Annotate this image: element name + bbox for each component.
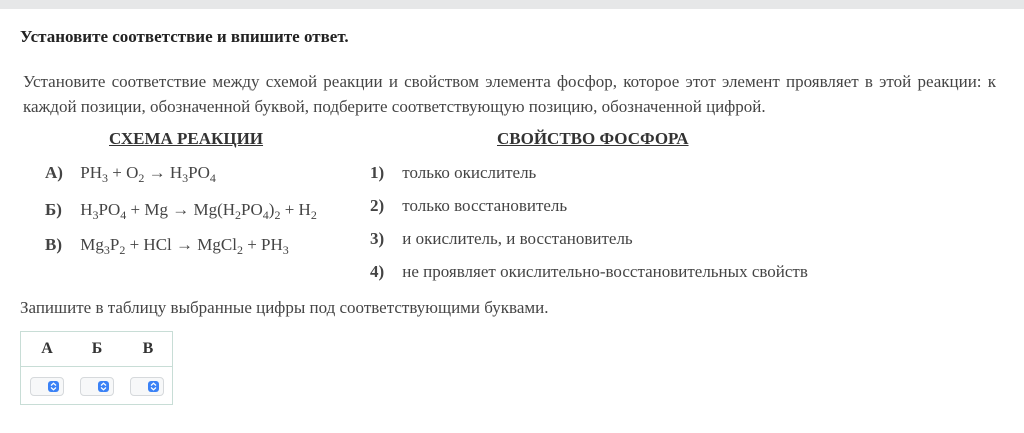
reaction-key: В) [45,235,62,254]
answer-instruction: Запишите в таблицу выбранные цифры под соответствующими буквами. [20,298,549,317]
property-key: 3) [370,229,385,248]
formula-subscript: 2 [235,208,242,222]
answer-select-v[interactable] [130,377,164,396]
property-key: 1) [370,163,385,182]
formula-subscript: 4 [262,208,269,222]
formula-subscript: 3 [103,243,110,257]
answer-select-a[interactable] [30,377,64,396]
property-key: 4) [370,262,385,281]
reaction-key: Б) [45,200,62,219]
reaction-item [45,235,289,255]
reaction-key: А) [45,163,63,182]
answer-column-b: Б [91,340,103,357]
property-item [370,262,808,282]
formula-subscript: 4 [120,208,127,222]
property-text: только окислитель [402,163,537,182]
formula-subscript: 2 [274,208,281,222]
formula-text: + PH [242,235,283,254]
formula-text: + O [107,163,139,182]
answer-table-header [21,332,172,367]
property-item [370,163,536,183]
updown-chevron-icon [48,381,59,392]
property-column-header: СВОЙСТВО ФОСФОРА [497,129,689,148]
answer-column-a: А [41,340,53,357]
formula-subscript: 3 [92,208,99,222]
property-text: только восстановитель [402,196,568,215]
property-text: не проявляет окислительно-восстановительных свойств [402,262,808,281]
formula-subscript: 2 [310,208,317,222]
formula-text: ) [268,200,275,219]
reaction-item [45,200,317,220]
property-text: и окислитель, и восстановитель [402,229,633,248]
formula-text: Mg [80,235,104,254]
top-bar [0,0,1024,9]
formula-text: PO [98,200,121,219]
formula-text: + HCl → MgCl [125,235,237,254]
formula-subscript: 2 [236,243,243,257]
formula-subscript: 2 [138,171,145,185]
reaction-item [45,163,216,183]
reaction-column-header: СХЕМА РЕАКЦИИ [109,129,264,148]
answer-table [20,331,173,405]
formula-subscript: 3 [182,171,189,185]
updown-chevron-icon [148,381,159,392]
property-key: 2) [370,196,385,215]
reaction-formula [80,235,289,257]
updown-chevron-icon [98,381,109,392]
property-item [370,229,633,249]
formula-subscript: 3 [101,171,108,185]
task-heading: Установите соответствие и впишите ответ. [20,27,349,46]
formula-subscript: 3 [282,243,289,257]
formula-text: H [80,200,93,219]
formula-text: PH [80,163,102,182]
formula-text: → H [144,163,183,182]
formula-text: P [109,235,120,254]
answer-select-b[interactable] [80,377,114,396]
property-item [370,196,567,216]
answer-column-v: В [142,340,154,357]
formula-text: + Mg → Mg(H [126,200,236,219]
reaction-formula [80,200,317,222]
reaction-formula [80,163,216,185]
formula-text: PO [188,163,210,182]
formula-text: + H [280,200,311,219]
formula-subscript: 2 [119,243,126,257]
formula-subscript: 4 [209,171,216,185]
task-description: Установите соответствие между схемой реакции и свойством элемента фосфор, которое этот элемент проявляет в этой реакции: к каждой позиции, обозначенной буквой, подберите соответствующую позицию, обозначенной цифрой. [23,72,996,116]
formula-text: PO [241,200,263,219]
